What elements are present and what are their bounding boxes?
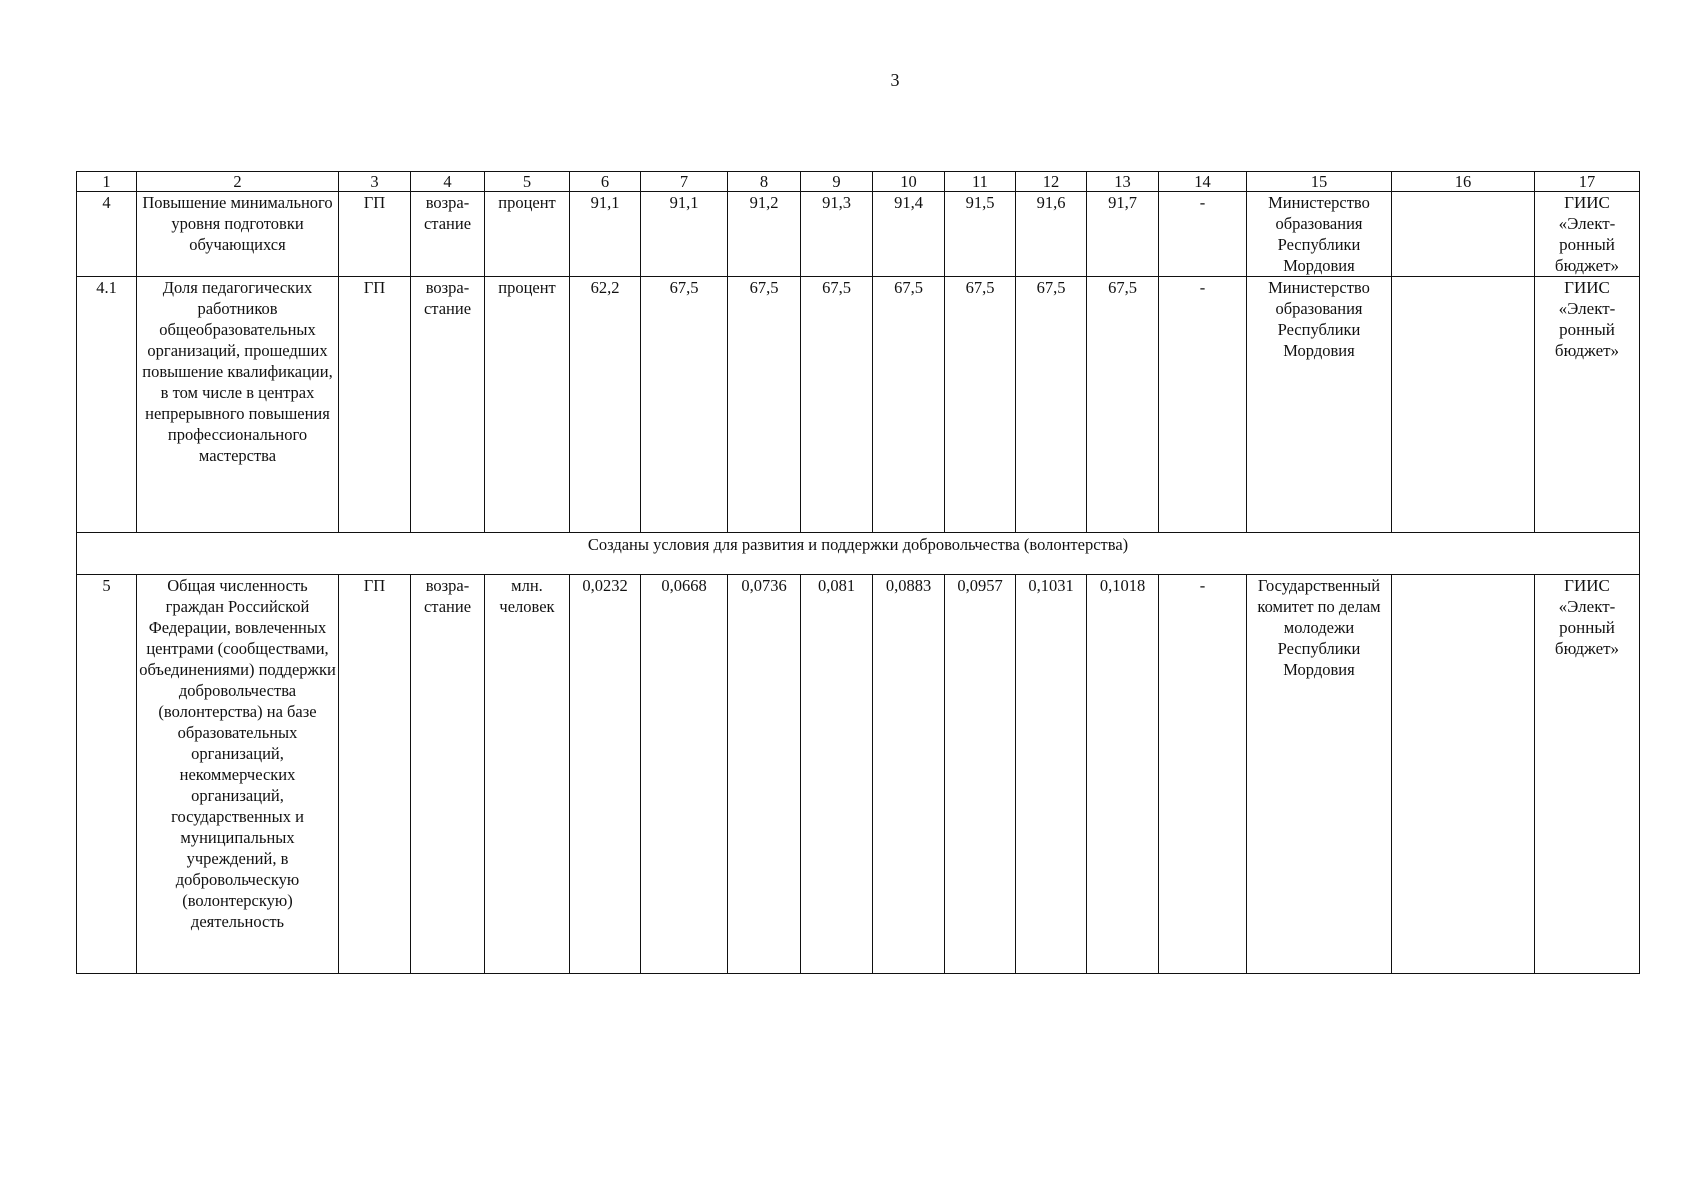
column-header: 3	[339, 172, 411, 192]
value-cell: 91,3	[801, 192, 873, 277]
value-cell: 0,0883	[873, 575, 945, 974]
column-header: 10	[873, 172, 945, 192]
column-header: 17	[1535, 172, 1640, 192]
value-cell: 67,5	[1087, 277, 1159, 533]
source-cell: ГИИС «Элект-ронный бюджет»	[1535, 192, 1640, 277]
indicator-trend: возра-стание	[411, 575, 485, 974]
value-cell: 0,081	[801, 575, 873, 974]
indicator-unit: процент	[485, 277, 570, 533]
column-header: 6	[570, 172, 641, 192]
value-cell: 67,5	[945, 277, 1016, 533]
indicator-unit: млн. человек	[485, 575, 570, 974]
responsible-cell: Министерство образования Республики Мордовия	[1247, 192, 1392, 277]
indicator-name: Доля педагогических работников общеобразовательных организаций, прошедших повышение квалификации, в том числе в центрах непрерывного повышения профессионального мастерства	[137, 277, 339, 533]
column-header: 5	[485, 172, 570, 192]
column-header: 2	[137, 172, 339, 192]
indicator-level: ГП	[339, 192, 411, 277]
indicator-trend: возра-стание	[411, 277, 485, 533]
value-cell: 67,5	[728, 277, 801, 533]
column-header: 11	[945, 172, 1016, 192]
table-row	[77, 277, 1640, 533]
table-header-row	[77, 172, 1640, 192]
column-header: 8	[728, 172, 801, 192]
column-14-cell: -	[1159, 277, 1247, 533]
value-cell: 91,4	[873, 192, 945, 277]
value-cell: 0,0736	[728, 575, 801, 974]
source-cell: ГИИС «Элект-ронный бюджет»	[1535, 575, 1640, 974]
indicator-unit: процент	[485, 192, 570, 277]
column-header: 1	[77, 172, 137, 192]
source-cell: ГИИС «Элект-ронный бюджет»	[1535, 277, 1640, 533]
column-header: 15	[1247, 172, 1392, 192]
column-header: 16	[1392, 172, 1535, 192]
column-header: 14	[1159, 172, 1247, 192]
indicator-trend: возра-стание	[411, 192, 485, 277]
column-16-cell	[1392, 192, 1535, 277]
column-16-cell	[1392, 575, 1535, 974]
indicator-level: ГП	[339, 575, 411, 974]
section-title: Созданы условия для развития и поддержки добровольчества (волонтерства)	[77, 533, 1640, 575]
value-cell: 0,1031	[1016, 575, 1087, 974]
value-cell: 0,0668	[641, 575, 728, 974]
table-row	[77, 192, 1640, 277]
value-cell: 91,6	[1016, 192, 1087, 277]
indicator-level: ГП	[339, 277, 411, 533]
row-number: 4	[77, 192, 137, 277]
value-cell: 91,1	[570, 192, 641, 277]
row-number: 4.1	[77, 277, 137, 533]
responsible-cell: Государственный комитет по делам молодежи Республики Мордовия	[1247, 575, 1392, 974]
column-14-cell: -	[1159, 575, 1247, 974]
value-cell: 0,1018	[1087, 575, 1159, 974]
section-row	[77, 533, 1640, 575]
value-cell: 0,0232	[570, 575, 641, 974]
value-cell: 67,5	[801, 277, 873, 533]
column-header: 7	[641, 172, 728, 192]
column-16-cell	[1392, 277, 1535, 533]
column-header: 13	[1087, 172, 1159, 192]
value-cell: 67,5	[873, 277, 945, 533]
value-cell: 91,7	[1087, 192, 1159, 277]
value-cell: 91,1	[641, 192, 728, 277]
value-cell: 62,2	[570, 277, 641, 533]
row-number: 5	[77, 575, 137, 974]
value-cell: 91,2	[728, 192, 801, 277]
value-cell: 91,5	[945, 192, 1016, 277]
column-header: 9	[801, 172, 873, 192]
value-cell: 67,5	[641, 277, 728, 533]
indicator-name: Общая численность граждан Российской Федерации, вовлеченных центрами (сообществами, объединениями) поддержки добровольчества (волонтерства) на базе образовательных организаций, некоммерческих организаций, государственных и муниципальных учреждений, в добровольческую (волонтерскую) деятельность	[137, 575, 339, 974]
column-14-cell: -	[1159, 192, 1247, 277]
value-cell: 0,0957	[945, 575, 1016, 974]
indicators-table	[76, 171, 1640, 974]
responsible-cell: Министерство образования Республики Мордовия	[1247, 277, 1392, 533]
value-cell: 67,5	[1016, 277, 1087, 533]
table-row	[77, 575, 1640, 974]
page-number: 3	[890, 70, 900, 90]
column-header: 4	[411, 172, 485, 192]
column-header: 12	[1016, 172, 1087, 192]
indicator-name: Повышение минимального уровня подготовки обучающихся	[137, 192, 339, 277]
